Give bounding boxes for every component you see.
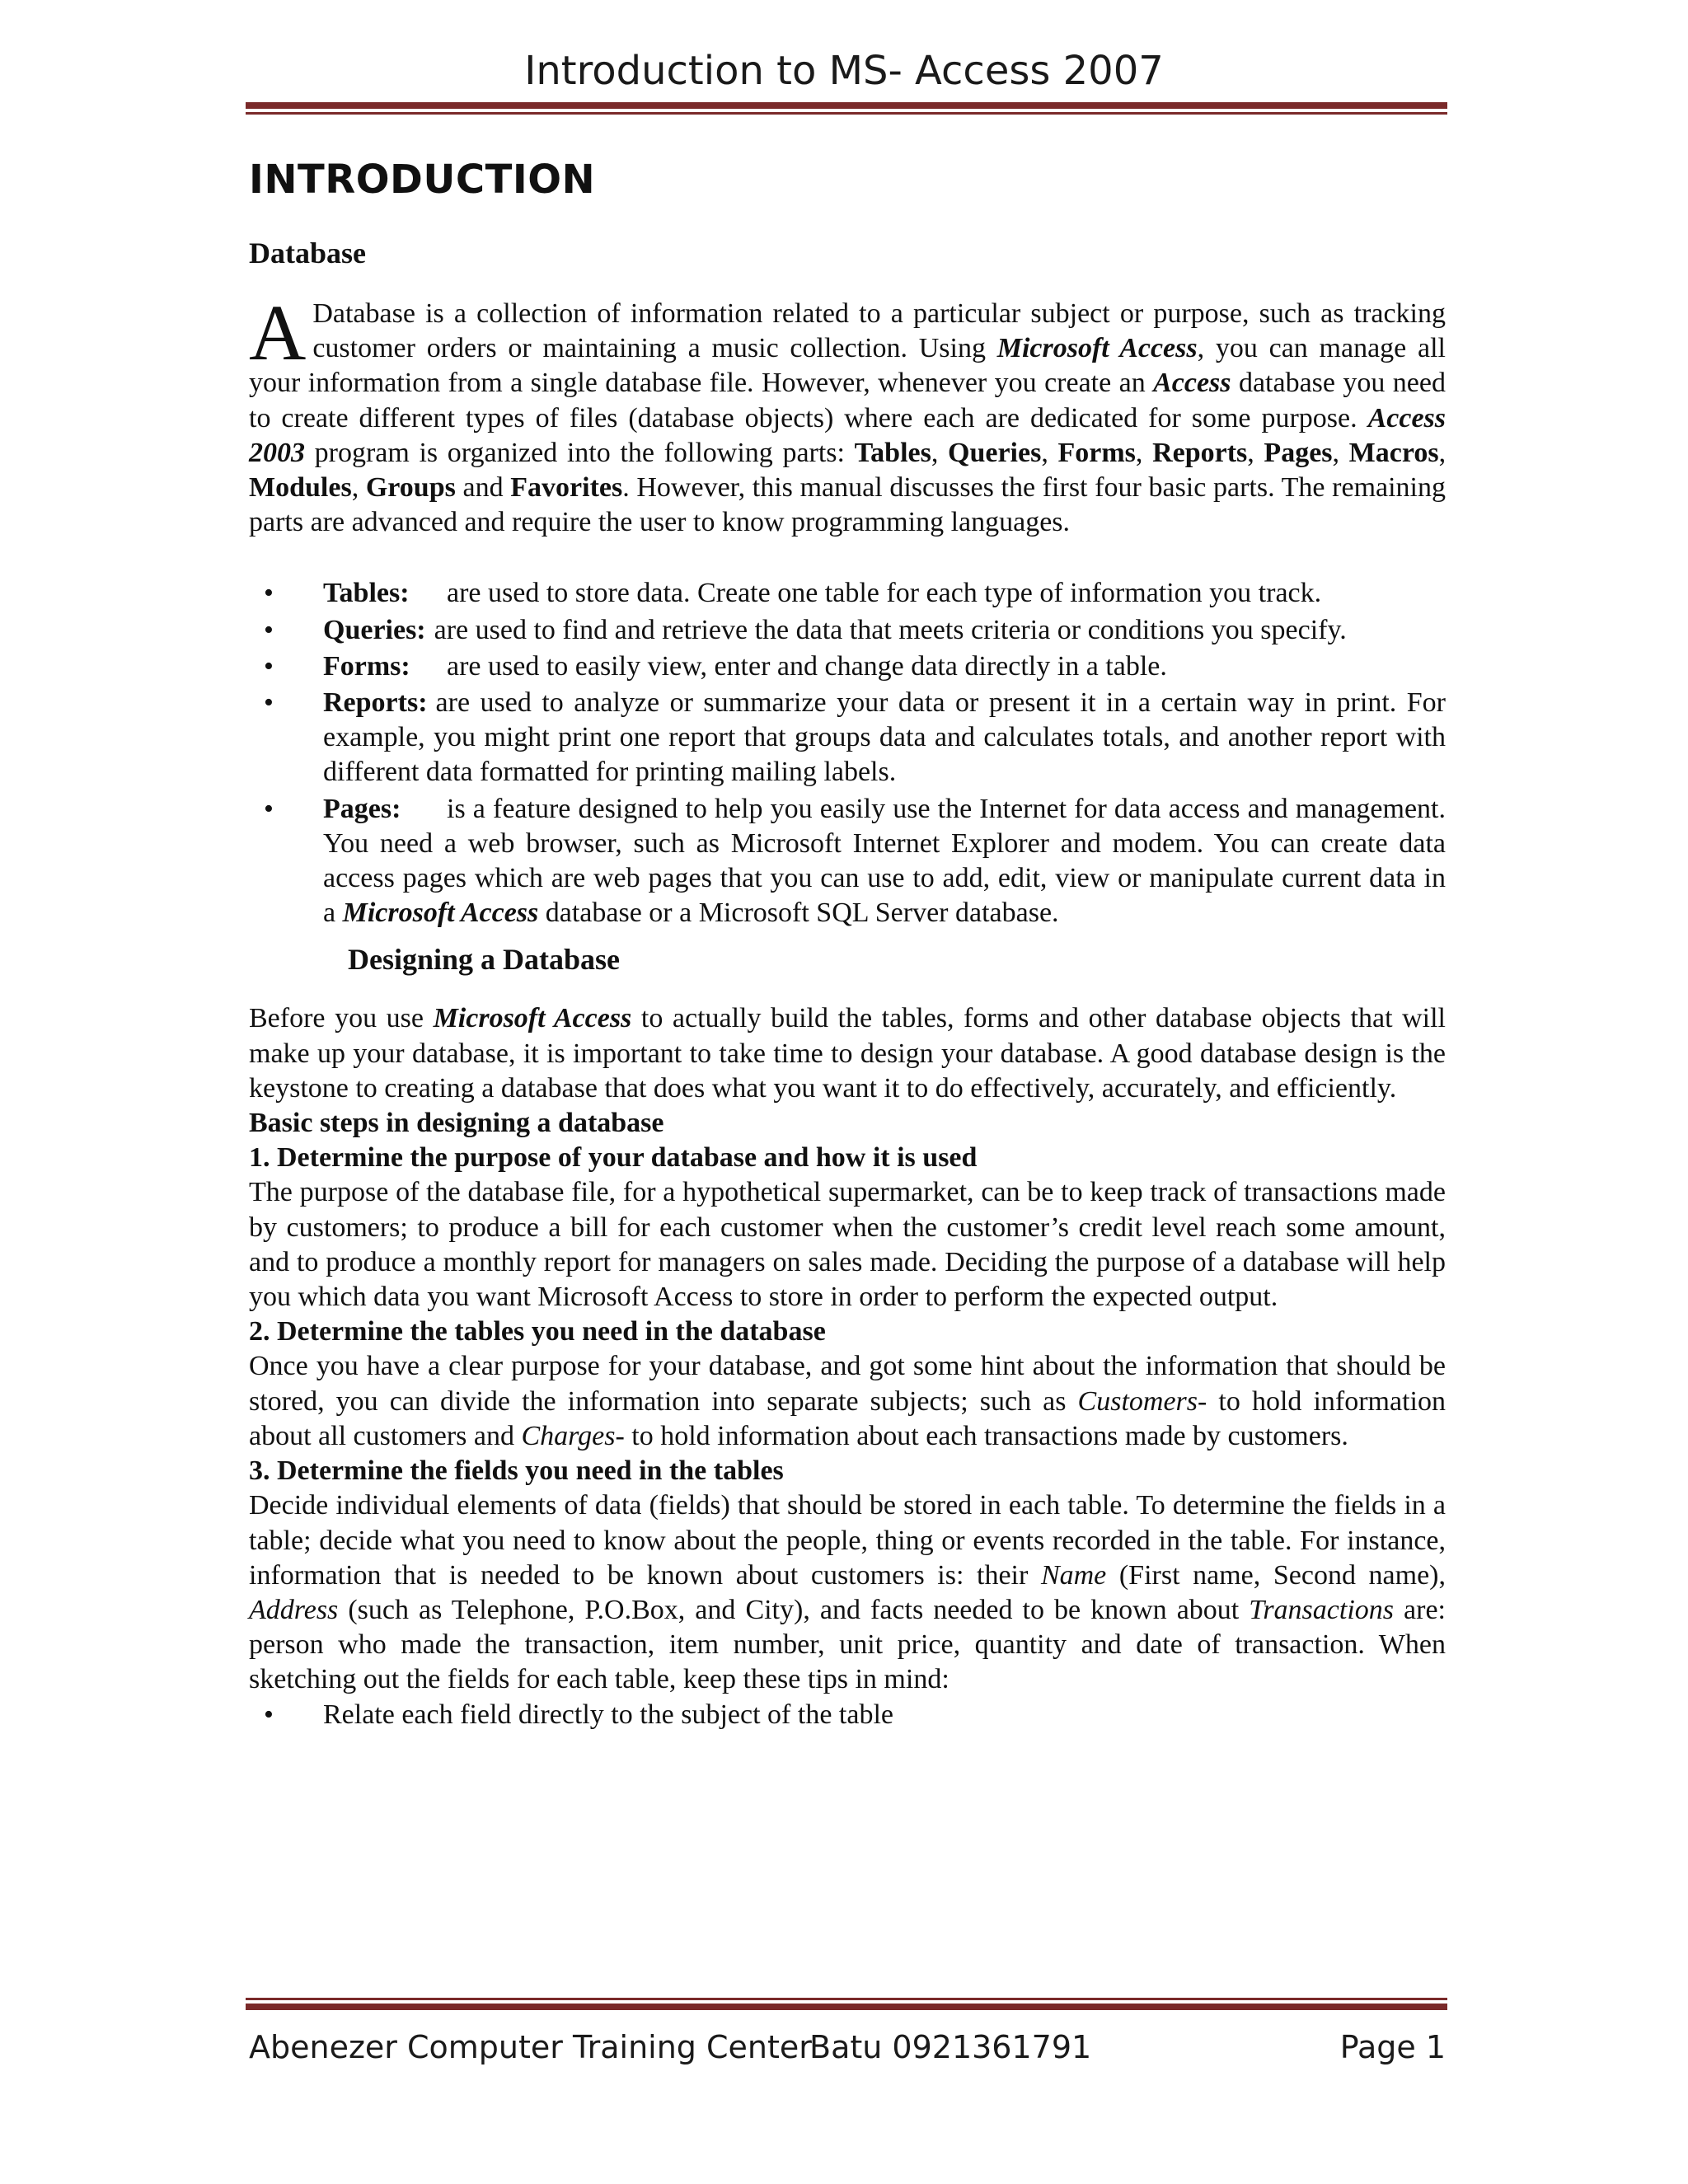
text-run: database you need to create different types of files (database objects) where each are dedicated for some purpose. [249,368,1446,434]
running-header: Introduction to MS- Access 2007 [524,48,1164,94]
item-label: Tables: [323,578,410,609]
designing-heading: Designing a Database [348,943,621,977]
list-item-reports [249,686,1446,790]
drop-cap: A [249,288,307,377]
step2-text [249,1349,1446,1454]
text-run: Queries [948,437,1042,468]
text-run: Transactions [1249,1594,1395,1625]
text-run: Groups [365,472,456,504]
step3-text [249,1488,1446,1697]
footer-contact: Batu 0921361791 [809,2029,1092,2065]
item-text-end: database or a Microsoft SQL Server database. [538,898,1059,929]
text-run: (such as Telephone, P.O.Box, and City), and facts needed to be known about [338,1594,1250,1625]
text-run: Forms [1057,437,1136,468]
tips-list [249,1698,1446,1732]
text-run: , [1438,437,1447,468]
list-item-queries [249,613,1446,648]
header-rule [246,102,1447,115]
item-text: are used to store data. Create one table for each type of information you track. [447,578,1322,609]
text-run: Access 2003 [249,402,1446,468]
step1-title: 1. Determine the purpose of your database and how it is used [249,1142,978,1174]
text-run: , [1135,437,1153,468]
text-run: (First name, Second name), [1106,1559,1446,1591]
text-run: and [455,472,511,504]
page-number: Page 1 [1339,2029,1446,2065]
footer-org: Abenezer Computer Training Center [249,2029,812,2065]
database-objects-list [249,576,1446,930]
list-item-pages [249,792,1446,931]
main-heading: INTRODUCTION [249,157,596,203]
text-run: , [351,472,366,504]
tip-item: • Relate each field directly to the subject of the table [249,1698,1446,1732]
item-text: is a feature designed to help you easily use the Internet for data access and management. You need a web browser, such as Microsoft Internet Explorer and modem. You can create data access pages which are web pages that you can use to add, edit, view or manipulate current data in a [323,793,1446,929]
text-run: - to hold information about each transactions made by customers. [615,1420,1348,1451]
text-run: , [1332,437,1349,468]
text-run: - to hold information about all customers and [249,1385,1446,1451]
item-text: are used to analyze or summarize your data or present it in a certain way in print. For example, you might print one report that groups data and calculates totals, and another report with different data formatted for printing mailing labels. [323,687,1446,788]
text-run: Once you have a clear purpose for your database, and got some hint about the information that should be stored, you can divide the information into separate subjects; such as [249,1351,1446,1417]
text-run: . However, this manual discusses the first four basic parts. The remaining parts are advanced and require the user to know programming languages. [249,472,1447,538]
text-run: Charges [521,1420,616,1451]
list-item-tables [249,576,1446,611]
list-item-forms [249,649,1446,684]
basic-steps-heading: Basic steps in designing a database [249,1108,664,1139]
text-run: , [931,437,949,468]
text-run: , [1041,437,1058,468]
text-run: Decide individual elements of data (fields) that should be stored in each table. To determine the fields in a table; decide what you need to know about the people, thing or events recorded in the table. For instance, information that is needed to be known about customers is: their [249,1490,1446,1591]
text-run: Access [1153,368,1231,399]
step1-text: The purpose of the database file, for a hypothetical supermarket, can be to keep track of transactions made by customers; to produce a bill for each customer when the customer’s credit level reach some amount, and to produce a monthly report for managers on sales made. Deciding the purpose of a database will help you which data you want Microsoft Access to store in order to perform the expected output. [249,1177,1446,1313]
text-run: Modules [249,472,352,504]
designing-paragraph: Before you use Microsoft Access to actually build the tables, forms and other database objects that will make up your database, it is important to take time to design your database. A good database design is the keystone to creating a database that does what you want it to do effectively, accurately, and efficiently. [249,1003,1446,1104]
intro-text [249,288,1447,538]
database-intro-paragraph [249,288,1447,540]
item-label: Pages: [323,793,401,824]
text-run: Database is a collection of information related to a particular subject or purpose, such as tracking customer orders or maintaining a music collection. Using [312,298,1446,364]
item-text: are used to find and retrieve the data that meets criteria or conditions you specify. [434,614,1347,645]
item-label: Reports: [323,687,428,719]
text-run: are: person who made the transaction, item number, unit price, quantity and date of transaction. When sketching out the fields for each table, keep these tips in mind: [249,1594,1447,1695]
text-run: Customers [1077,1385,1198,1417]
footer-rule [246,1998,1447,2010]
text-run: Microsoft Access [996,333,1198,364]
item-label: Forms: [323,650,410,682]
designing-emphasis: Microsoft Access [433,1003,632,1034]
database-heading: Database [249,237,366,269]
item-label: Queries: [323,614,426,645]
text-run: Tables [854,437,931,468]
text-run: Favorites [510,472,623,504]
text-run: , [1247,437,1264,468]
text-run: Name [1040,1559,1107,1591]
item-emphasis: Microsoft Access [342,898,539,929]
text-run: Pages [1264,437,1333,468]
text-run: program is organized into the following parts: [305,437,855,468]
text-run: Macros [1348,437,1439,468]
item-text: are used to easily view, enter and change data directly in a table. [447,650,1167,682]
text-run: , you can manage all your information from a single database file. However, whenever you create an [249,333,1446,399]
main-content [249,157,1446,1734]
text-run: Reports [1152,437,1248,468]
text-run: Address [249,1594,339,1625]
step3-title: 3. Determine the fields you need in the tables [249,1455,784,1487]
step2-title: 2. Determine the tables you need in the database [249,1316,826,1347]
